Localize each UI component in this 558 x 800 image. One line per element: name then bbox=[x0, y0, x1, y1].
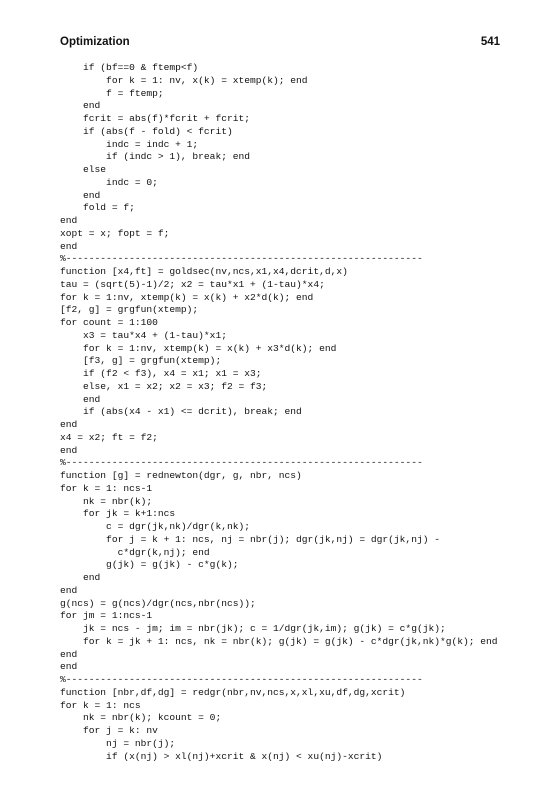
code-line: nk = nbr(k); bbox=[60, 495, 153, 507]
code-line: end bbox=[60, 572, 101, 583]
code-line: end bbox=[60, 215, 78, 226]
code-line: for j = k + 1: ncs, nj = nbr(j); dgr(jk,nj) = dgr(jk,nj) - bbox=[60, 533, 440, 545]
code-line: end bbox=[60, 584, 78, 596]
code-line: end bbox=[60, 444, 78, 456]
code-line: [f2, g] = grgfun(xtemp); bbox=[60, 304, 199, 316]
code-line: if (abs(f - fold) < fcrit) bbox=[60, 125, 233, 137]
code-line: fold = f; bbox=[60, 202, 135, 214]
code-line: for j = k: nv bbox=[60, 725, 158, 736]
code-line: for jk = k+1:ncs bbox=[60, 508, 176, 520]
code-line: end bbox=[60, 393, 101, 405]
code-line: for count = 1:100 bbox=[60, 317, 158, 328]
code-line: g(ncs) = g(ncs)/dgr(ncs,nbr(ncs)); bbox=[60, 597, 256, 609]
code-listing bbox=[60, 62, 520, 763]
code-line: indc = 0; bbox=[60, 176, 158, 188]
code-line: end bbox=[60, 240, 78, 252]
code-line: for k = 1: ncs-1 bbox=[60, 482, 153, 494]
code-line: x4 = x2; ft = f2; bbox=[60, 431, 158, 443]
code-line: else, x1 = x2; x2 = x3; f2 = f3; bbox=[60, 380, 268, 392]
code-line: for k = jk + 1: ncs, nk = nbr(k); g(jk) = g(jk) - c*dgr(jk,nk)*g(k); end bbox=[60, 635, 498, 647]
code-line: %-------------------------------------------------------------- bbox=[60, 253, 423, 265]
code-line: function [g] = rednewton(dgr, g, nbr, ncs) bbox=[60, 470, 302, 481]
code-line: for k = 1: nv, x(k) = xtemp(k); end bbox=[60, 74, 308, 86]
code-line: function [nbr,df,dg] = redgr(nbr,nv,ncs,x,xl,xu,df,dg,xcrit) bbox=[60, 686, 406, 698]
code-line: nj = nbr(j); bbox=[60, 737, 176, 749]
code-line: for k = 1:nv, xtemp(k) = x(k) + x3*d(k); end bbox=[60, 342, 337, 354]
code-line: c*dgr(k,nj); end bbox=[60, 546, 210, 558]
code-line: end bbox=[60, 419, 78, 430]
code-line: tau = (sqrt(5)-1)/2; x2 = tau*x1 + (1-tau)*x4; bbox=[60, 278, 325, 290]
code-line: if (x(nj) > xl(nj)+xcrit & x(nj) < xu(nj)-xcrit) bbox=[60, 750, 383, 762]
code-line: if (f2 < f3), x4 = x1; x1 = x3; bbox=[60, 368, 262, 379]
code-line: c = dgr(jk,nk)/dgr(k,nk); bbox=[60, 521, 250, 532]
running-head-title: Optimization bbox=[60, 36, 130, 48]
code-line: else bbox=[60, 164, 107, 175]
code-line: g(jk) = g(jk) - c*g(k); bbox=[60, 559, 239, 571]
code-line: for jm = 1:ncs-1 bbox=[60, 610, 153, 622]
code-line: end bbox=[60, 189, 101, 201]
code-line: end bbox=[60, 648, 78, 660]
code-line: for k = 1:nv, xtemp(k) = x(k) + x2*d(k); end bbox=[60, 291, 314, 303]
code-line: indc = indc + 1; bbox=[60, 138, 199, 150]
code-line: if (abs(x4 - x1) <= dcrit), break; end bbox=[60, 406, 302, 418]
code-line: f = ftemp; bbox=[60, 87, 164, 99]
code-line: [f3, g] = grgfun(xtemp); bbox=[60, 355, 222, 367]
code-line: jk = ncs - jm; im = nbr(jk); c = 1/dgr(jk,im); g(jk) = c*g(jk); bbox=[60, 623, 446, 634]
code-line: nk = nbr(k); kcount = 0; bbox=[60, 712, 222, 724]
code-line: end bbox=[60, 661, 78, 673]
code-line: end bbox=[60, 100, 101, 112]
code-line: for k = 1: ncs bbox=[60, 699, 141, 711]
code-line: %-------------------------------------------------------------- bbox=[60, 457, 423, 469]
code-line: if (bf==0 & ftemp<f) bbox=[60, 62, 199, 73]
page-number: 541 bbox=[480, 36, 500, 48]
code-line: %-------------------------------------------------------------- bbox=[60, 674, 423, 685]
code-line: x3 = tau*x4 + (1-tau)*x1; bbox=[60, 329, 227, 341]
code-line: function [x4,ft] = goldsec(nv,ncs,x1,x4,dcrit,d,x) bbox=[60, 266, 348, 277]
code-line: fcrit = abs(f)*fcrit + fcrit; bbox=[60, 113, 250, 124]
code-line: if (indc > 1), break; end bbox=[60, 151, 250, 163]
page-header bbox=[60, 36, 500, 52]
code-line: xopt = x; fopt = f; bbox=[60, 227, 170, 239]
